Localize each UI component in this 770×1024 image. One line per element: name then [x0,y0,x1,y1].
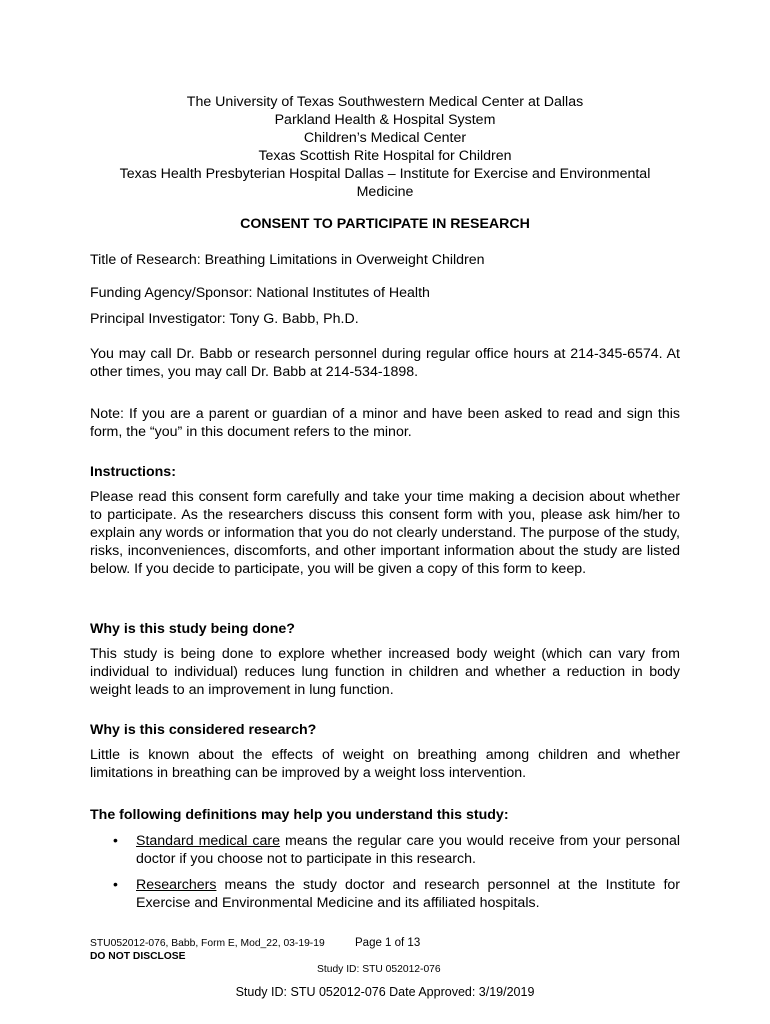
institution-line: Medicine [356,184,414,200]
document-title: CONSENT TO PARTICIPATE IN RESEARCH [240,216,530,232]
research-title: Title of Research: Breathing Limitations in Overweight Children [90,252,485,268]
institution-line: Children’s Medical Center [303,130,467,146]
institution-header [60,93,710,201]
why-research-heading: Why is this considered research? [90,722,317,738]
institution-line: The University of Texas Southwestern Medical Center at Dallas [186,94,584,110]
why-done-paragraph: This study is being done to explore whether increased body weight (which can vary from individual to individual) reduces lung function in children and whether a reduction in body weight leads to an improvement in lung function. [90,646,680,698]
definition-item [136,832,680,868]
definitions-heading: The following definitions may help you understand this study: [90,807,509,823]
form-id: STU052012-076, Babb, Form E, Mod_22, 03-19-19 [90,938,325,949]
page-number: Page 1 of 13 [355,937,421,949]
study-id: Study ID: STU 052012-076 [317,964,441,975]
definition-term: Standard medical care [136,833,281,849]
instructions-paragraph: Please read this consent form carefully and take your time making a decision about whether to participate. As the researchers discuss this consent form with you, please ask him/her to explain any words or information that you do not clearly understand. The purpose of the study, risks, inconveniences, discomforts, and other important information about the study are listed below. If you decide to participate, you will be given a copy of this form to keep. [90,489,680,577]
bullet-icon: • [113,876,118,892]
approval-stamp: Study ID: STU 052012-076 Date Approved: 3/19/2019 [235,985,535,999]
definition-term: Researchers [136,877,217,893]
definition-text: means the study doctor and research personnel at the Institute for Exercise and Environmental Medicine and its affiliated hospitals. [136,877,680,911]
institution-line: Texas Health Presbyterian Hospital Dallas – Institute for Exercise and Environmental [119,166,651,182]
bullet-icon: • [113,832,118,848]
institution-line: Texas Scottish Rite Hospital for Children [258,148,512,164]
why-research-paragraph: Little is known about the effects of weight on breathing among children and whether limitations in breathing can be improved by a weight loss intervention. [90,747,680,781]
note-paragraph: Note: If you are a parent or guardian of a minor and have been asked to read and sign this form, the “you” in this document refers to the minor. [90,406,680,440]
why-done-heading: Why is this study being done? [90,621,295,637]
do-not-disclose: DO NOT DISCLOSE [90,951,186,962]
principal-investigator: Principal Investigator: Tony G. Babb, Ph.D. [90,311,359,327]
contact-paragraph: You may call Dr. Babb or research personnel during regular office hours at 214-345-6574. At other times, you may call Dr. Babb at 214-534-1898. [90,346,680,380]
definition-text: means the regular care you would receive from your personal doctor if you choose not to participate in this research. [136,833,681,867]
instructions-heading: Instructions: [90,464,176,480]
definition-item [136,876,680,912]
institution-line: Parkland Health & Hospital System [274,112,496,128]
funding-sponsor: Funding Agency/Sponsor: National Institutes of Health [90,285,430,301]
